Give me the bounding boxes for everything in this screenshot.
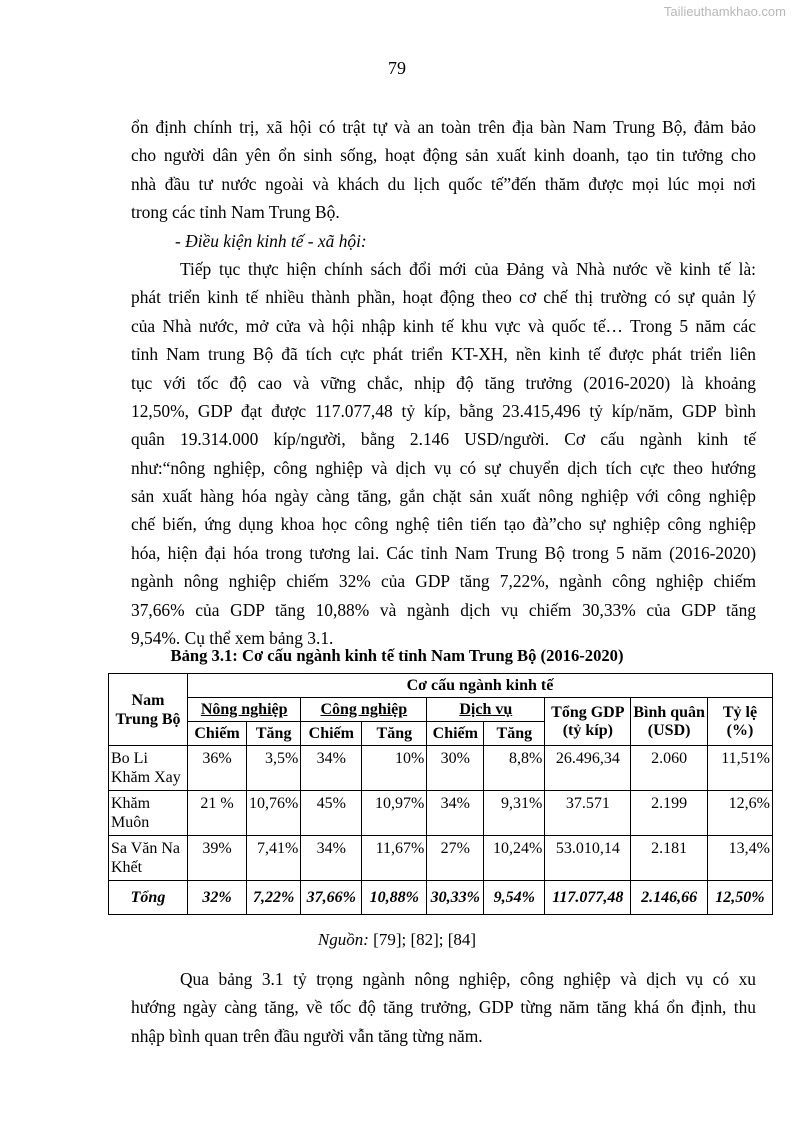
table-cell: 36% [188, 746, 247, 791]
table-cell: 2.060 [631, 746, 708, 791]
header-gdp-line2: (tỷ kíp) [562, 721, 613, 739]
header-agriculture: Nông nghiệp [188, 698, 301, 722]
table-cell: 27% [427, 836, 484, 881]
table-cell: 10,76% [247, 791, 301, 836]
table-cell: 45% [301, 791, 362, 836]
text-line: quân 19.314.000 kíp/người, bằng 2.146 USD/người. Cơ cấu ngành kinh tế [131, 429, 756, 450]
header-rate-line2: (%) [726, 721, 754, 739]
text-line: ngành nông nghiệp chiếm 32% của GDP tăng 7,22%, ngành công nghiệp chiếm [131, 571, 756, 592]
text-line: Tiếp tục thực hiện chính sách đổi mới của Đảng và Nhà nước về kinh tế là: [180, 258, 756, 279]
text-line: nhập bình quan trên đầu người vẫn tăng từng năm. [131, 1025, 483, 1046]
table-cell: 34% [301, 746, 362, 791]
table-cell: 26.496,34 [545, 746, 631, 791]
header-growth: Tăng [247, 722, 301, 746]
text-line: 9,54%. Cụ thể xem bảng 3.1. [131, 628, 334, 649]
region-name: Tổng [109, 881, 188, 915]
table-cell: 2.146,66 [631, 881, 708, 915]
text-line: sản xuất hàng hóa ngày càng tăng, gắn chặt sản xuất nông nghiệp với công nghiệp [131, 486, 756, 507]
region-name: Bo Li Khăm Xay [109, 746, 188, 791]
table-cell: 10,24% [484, 836, 545, 881]
text-line: tỉnh Nam trung Bộ đã tích cực phát triển KT-XH, nền kinh tế được phát triển liên [131, 344, 756, 365]
table-cell: 34% [427, 791, 484, 836]
text-line: ổn định chính trị, xã hội có trật tự và an toàn trên địa bàn Nam Trung Bộ, đảm bảo [131, 117, 756, 137]
header-share: Chiếm [188, 722, 247, 746]
table-cell: 9,31% [484, 791, 545, 836]
table-cell: 32% [188, 881, 247, 915]
text-line: hóa, hiện đại hóa trong tương lai. Các tỉnh Nam Trung Bộ trong 5 năm (2016-2020) [131, 542, 756, 563]
table-source [0, 930, 794, 950]
header-industry: Công nghiệp [301, 698, 427, 722]
table-cell: 12,50% [707, 881, 772, 915]
header-rate [707, 698, 772, 746]
table-cell: 8,8% [484, 746, 545, 791]
header-rate-line1: Tỷ lệ [722, 703, 758, 721]
header-gdp [545, 698, 631, 746]
table-cell: 53.010,14 [545, 836, 631, 881]
table-cell: 13,4% [707, 836, 772, 881]
header-services: Dịch vụ [427, 698, 545, 722]
header-gdp-line1: Tổng GDP [551, 703, 625, 721]
text-line: 37,66% của GDP tăng 10,88% và ngành dịch vụ chiếm 30,33% của GDP tăng [131, 599, 756, 620]
header-growth: Tăng [484, 722, 545, 746]
table-caption: Bảng 3.1: Cơ cấu ngành kinh tế tỉnh Nam Trung Bộ (2016-2020) [170, 646, 624, 665]
region-name: Khăm Muôn [109, 791, 188, 836]
economic-structure-table [108, 673, 773, 915]
header-average-line1: Bình quân [633, 703, 705, 721]
table-cell: 10,88% [362, 881, 427, 915]
header-average [631, 698, 708, 746]
table-cell: 11,67% [362, 836, 427, 881]
table-cell: 39% [188, 836, 247, 881]
table-cell: 9,54% [484, 881, 545, 915]
text-line: chế biến, ứng dụng khoa học công nghệ tiên tiến tạo đà”cho sự nghiệp công nghiệp [131, 514, 756, 535]
paragraph-3 [131, 965, 756, 1050]
table-cell: 37.571 [545, 791, 631, 836]
table-cell: 7,41% [247, 836, 301, 881]
table-row [109, 791, 773, 836]
text-line: của Nhà nước, mở cửa và hội nhập kinh tế khu vực và quốc tế… Trong 5 năm các [131, 315, 756, 336]
table-cell: 3,5% [247, 746, 301, 791]
text-line: nhà đầu tư nước ngoài và khách du lịch quốc tế”đến thăm được mọi lúc mọi nơi [131, 173, 756, 194]
region-name: Sa Văn Na Khết [109, 836, 188, 881]
text-line: tục với tốc độ cao và vững chắc, nhịp độ tăng trưởng (2016-2020) là khoảng [131, 372, 756, 393]
table-cell: 12,6% [707, 791, 772, 836]
table-cell: 21 % [188, 791, 247, 836]
page-number: 79 [388, 58, 406, 78]
source-label: Nguồn: [317, 930, 369, 949]
text-line: 12,50%, GDP đạt được 117.077,48 tỷ kíp, bằng 23.415,496 tỷ kíp/năm, GDP bình [131, 400, 756, 421]
text-line: trong các tỉnh Nam Trung Bộ. [131, 202, 340, 223]
table-cell: 30% [427, 746, 484, 791]
source-refs: [79]; [82]; [84] [368, 930, 477, 949]
total-row [109, 881, 773, 915]
text-line: phát triển kinh tế nhiều thành phần, hoạt động theo cơ chế thị trường có sự quản lý [131, 287, 756, 308]
watermark: Tailieuthamkhao.com [663, 4, 786, 19]
section-heading: - Điều kiện kinh tế - xã hội: [175, 230, 367, 251]
table-cell: 2.199 [631, 791, 708, 836]
table-cell: 2.181 [631, 836, 708, 881]
text-line: cho người dân yên ổn sinh sống, hoạt động sản xuất kinh doanh, tạo tin tưởng cho [131, 145, 756, 166]
header-growth: Tăng [362, 722, 427, 746]
text-line: Qua bảng 3.1 tỷ trọng ngành nông nghiệp, công nghiệp và dịch vụ có xu [180, 969, 756, 989]
header-average-line2: (USD) [647, 721, 691, 739]
text-line: như:“nông nghiệp, công nghiệp và dịch vụ có sự chuyển dịch tích cực theo hướng [131, 457, 756, 478]
table-cell: 11,51% [707, 746, 772, 791]
table-cell: 10,97% [362, 791, 427, 836]
table-cell: 117.077,48 [545, 881, 631, 915]
table-cell: 34% [301, 836, 362, 881]
text-line: hướng ngày càng tăng, về tốc độ tăng trưởng, GDP từng năm tăng khá ổn định, thu [131, 997, 756, 1018]
header-group: Cơ cấu ngành kinh tế [188, 674, 773, 698]
table-cell: 37,66% [301, 881, 362, 915]
table-cell: 10% [362, 746, 427, 791]
table-row [109, 746, 773, 791]
paragraph-1 [131, 113, 756, 652]
table-cell: 30,33% [427, 881, 484, 915]
header-share: Chiếm [301, 722, 362, 746]
header-region: Nam Trung Bộ [109, 674, 188, 746]
header-share: Chiếm [427, 722, 484, 746]
table-cell: 7,22% [247, 881, 301, 915]
table-row [109, 836, 773, 881]
